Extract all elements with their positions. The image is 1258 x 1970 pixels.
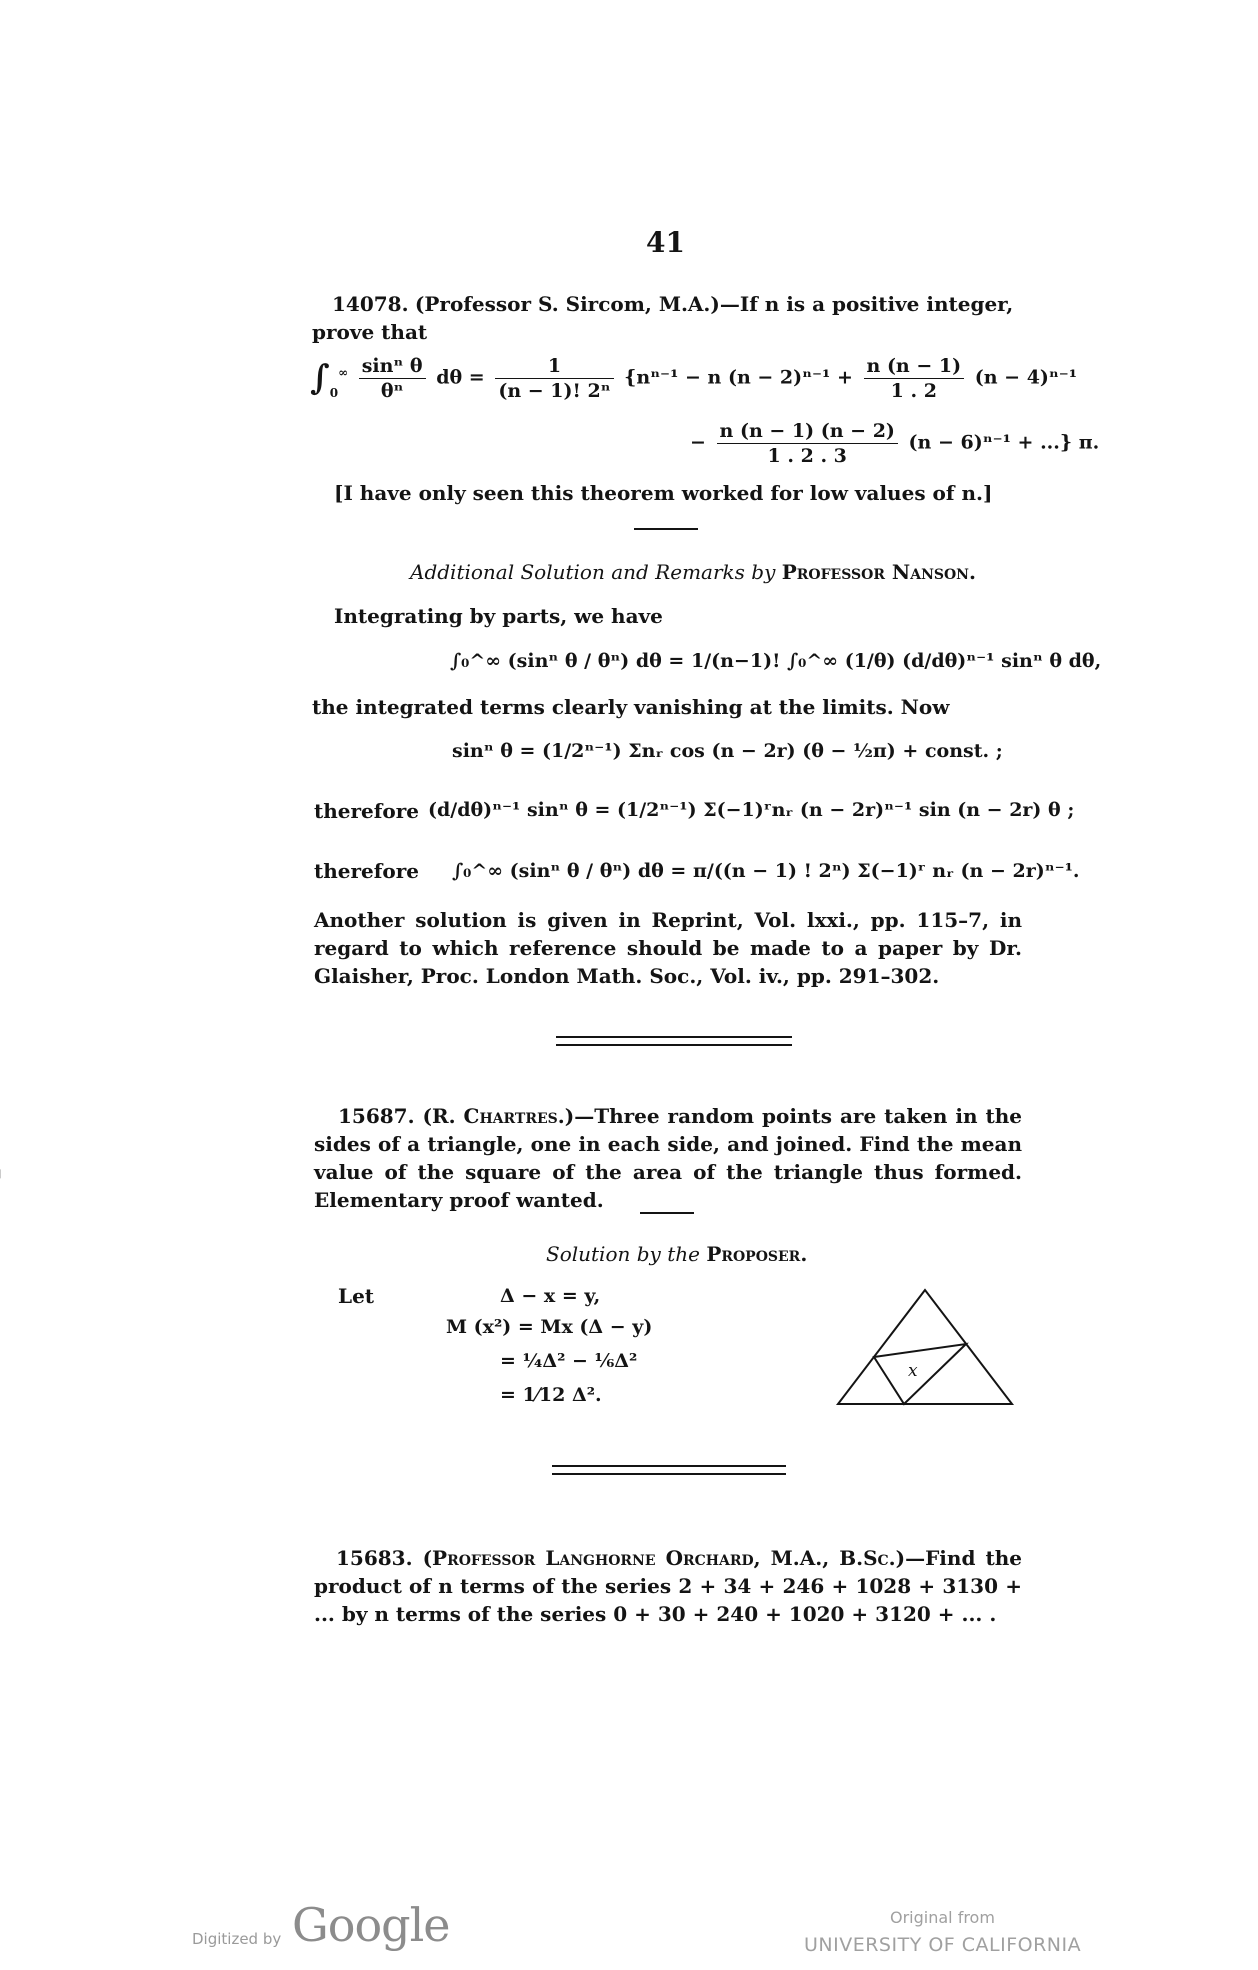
third-term-fraction	[717, 420, 898, 467]
section-divider	[634, 528, 698, 530]
double-rule-divider	[552, 1465, 786, 1475]
second-term-fraction	[864, 355, 965, 402]
heading-author: Professor Nanson.	[781, 560, 976, 584]
problem-14078-equation-line-2	[690, 420, 1099, 467]
solution-line-4: = 1⁄12 Δ².	[500, 1384, 602, 1406]
digitized-by-label: Digitized by	[192, 1930, 282, 1948]
problem-number: 15683.	[336, 1546, 413, 1570]
coefficient-fraction	[495, 355, 613, 402]
additional-intro: Integrating by parts, we have	[334, 604, 663, 628]
university-label: UNIVERSITY OF CALIFORNIA	[804, 1934, 1082, 1956]
dtheta: dθ =	[436, 366, 485, 389]
integrand-numerator: sinⁿ θ	[359, 355, 426, 379]
additional-solution-heading	[410, 558, 976, 586]
section-divider	[640, 1212, 694, 1214]
problem-author: (Professor S. Sircom, M.A.)	[414, 292, 720, 316]
problem-15683-paragraph	[314, 1544, 1022, 1628]
google-logo: Google	[292, 1898, 450, 1952]
second-term-denominator: 1 . 2	[890, 380, 937, 402]
third-term-denominator: 1 . 2 . 3	[767, 445, 847, 467]
solution-let: Let	[338, 1284, 375, 1308]
additional-equation-3: (d/dθ)ⁿ⁻¹ sinⁿ θ = (1/2ⁿ⁻¹) Σ(−1)ʳnᵣ (n − 2r)ⁿ⁻¹ sin (n − 2r) θ ;	[428, 799, 1075, 821]
original-from-label: Original from	[890, 1908, 995, 1927]
watermark-line-2	[0, 1025, 2, 1964]
problem-author: (R. Chartres.)	[422, 1104, 575, 1128]
minus-sign: −	[690, 431, 706, 454]
series-start: {nⁿ⁻¹ − n (n − 2)ⁿ⁻¹ +	[624, 366, 853, 389]
problem-14078-equation-line-1	[310, 355, 1077, 402]
integrand-denominator: θⁿ	[380, 380, 404, 402]
second-term-numerator: n (n − 1)	[864, 355, 965, 379]
heading-italic: Additional Solution and Remarks by	[410, 560, 776, 584]
series-line2-end: (n − 6)ⁿ⁻¹ + ...} π.	[908, 431, 1100, 454]
problem-14078-header	[312, 290, 1022, 346]
problem-number: 14078.	[332, 292, 409, 316]
coefficient-numerator: 1	[495, 355, 613, 379]
triangle-figure	[834, 1284, 1016, 1408]
solution-line-3: = ¼Δ² − ⅙Δ²	[500, 1350, 638, 1372]
additional-text-2: the integrated terms clearly vanishing at the limits. Now	[312, 695, 950, 719]
solution-line-1: Δ − x = y,	[500, 1285, 601, 1307]
therefore-label-2: therefore	[314, 859, 419, 883]
series-line1-end: (n − 4)ⁿ⁻¹	[974, 366, 1078, 389]
additional-equation-4: ∫₀^∞ (sinⁿ θ / θⁿ) dθ = π/((n − 1) ! 2ⁿ) Σ(−1)ʳ nᵣ (n − 2r)ⁿ⁻¹.	[452, 860, 1080, 882]
double-rule-divider	[556, 1036, 792, 1046]
solution-heading-italic: Solution by the	[546, 1242, 700, 1266]
problem-author: (Professor Langhorne Orchard, M.A., B.Sc.)	[422, 1546, 906, 1570]
third-term-numerator: n (n − 1) (n − 2)	[717, 420, 898, 444]
problem-15687-paragraph	[314, 1102, 1022, 1214]
solution-heading	[546, 1240, 807, 1268]
problem-statement: —If n is a positive integer, prove that	[312, 292, 1014, 344]
problem-number: 15687.	[338, 1104, 415, 1128]
additional-equation-1: ∫₀^∞ (sinⁿ θ / θⁿ) dθ = 1/(n−1)! ∫₀^∞ (1/θ) (d/dθ)ⁿ⁻¹ sinⁿ θ dθ,	[450, 650, 1102, 672]
hathitrust-watermark	[0, 1025, 2, 1964]
integrand-fraction	[359, 355, 426, 402]
solution-heading-proposer: Proposer.	[706, 1242, 808, 1266]
problem-statement: —Three random points are taken in the sides of a triangle, one in each side, and joined. Find the mean value of the square of the area of the triangle thus formed. Elementary proof wanted.	[314, 1104, 1023, 1212]
additional-closing-paragraph: Another solution is given in Reprint, Vol. lxxi., pp. 115–7, in regard to which reference should be made to a paper by Dr. Glaisher, Proc. London Math. Soc., Vol. iv., pp. 291–302.	[314, 908, 1022, 988]
additional-equation-2: sinⁿ θ = (1/2ⁿ⁻¹) Σnᵣ cos (n − 2r) (θ − ½π) + const. ;	[452, 740, 1003, 762]
inner-triangle	[874, 1344, 966, 1404]
coefficient-denominator: (n − 1)! 2ⁿ	[498, 380, 611, 402]
figure-label: x	[908, 1361, 918, 1381]
problem-14078-note: [I have only seen this theorem worked for low values of n.]	[334, 481, 993, 505]
integral-sign: $\int_0^\infty$	[310, 357, 349, 400]
problem-statement: —Find the product of n terms of the series 2 + 34 + 246 + 1028 + 3130 + ... by n terms of the series 0 + 30 + 240 + 1020 + 3120 + ... .	[314, 1546, 1022, 1626]
solution-line-2: M (x²) = Mx (Δ − y)	[446, 1316, 653, 1338]
outer-triangle	[838, 1290, 1012, 1404]
therefore-label-1: therefore	[314, 799, 419, 823]
page-number: 41	[646, 226, 685, 259]
